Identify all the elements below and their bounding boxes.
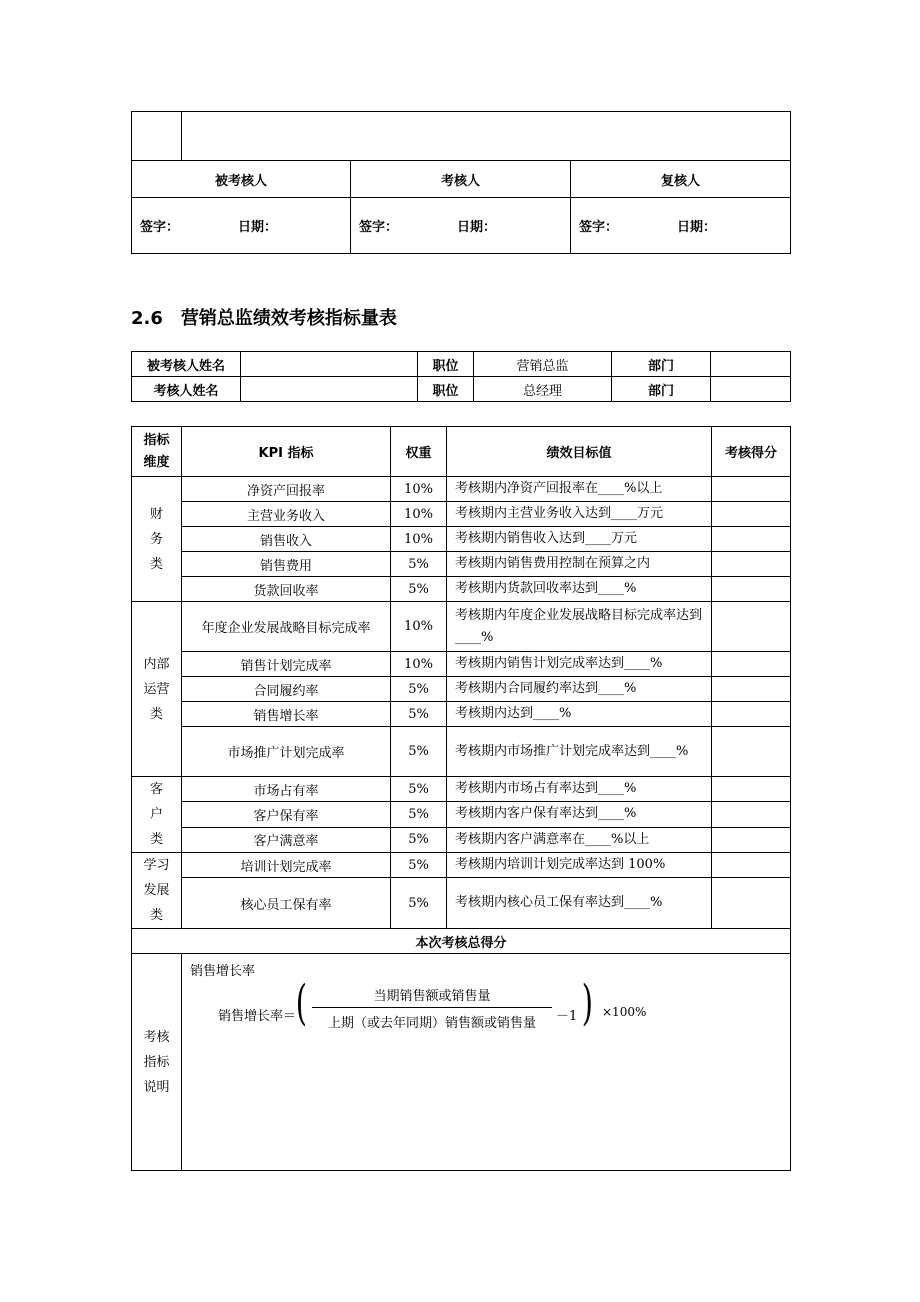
header-score: 考核得分 xyxy=(712,427,791,477)
kpi-target: 考核期内市场占有率达到____% xyxy=(447,777,712,802)
kpi-name: 核心员工保有率 xyxy=(182,878,391,929)
role-assessor: 考核人 xyxy=(351,161,571,198)
kpi-name: 净资产回报率 xyxy=(182,477,391,502)
kpi-score-field[interactable] xyxy=(712,477,791,502)
section-heading xyxy=(131,304,397,330)
explanation-title: 销售增长率 xyxy=(190,964,256,979)
assessee-position-value: 营销总监 xyxy=(474,352,612,377)
kpi-name: 合同履约率 xyxy=(182,677,391,702)
role-reviewer: 复核人 xyxy=(571,161,791,198)
kpi-name: 销售增长率 xyxy=(182,702,391,727)
header-dimension: 指标 维度 xyxy=(132,427,182,477)
kpi-score-field[interactable] xyxy=(712,527,791,552)
kpi-weight: 5% xyxy=(391,777,447,802)
kpi-name: 销售费用 xyxy=(182,552,391,577)
section-number: 2.6 xyxy=(131,308,163,329)
signature-cell-reviewer[interactable] xyxy=(571,198,791,254)
kpi-target: 考核期内净资产回报率在____%以上 xyxy=(447,477,712,502)
left-paren: ( xyxy=(295,975,307,1031)
kpi-name: 客户保有率 xyxy=(182,802,391,827)
kpi-score-field[interactable] xyxy=(712,652,791,677)
kpi-name: 年度企业发展战略目标完成率 xyxy=(182,602,391,652)
kpi-score-field[interactable] xyxy=(712,702,791,727)
assessee-dept-field[interactable] xyxy=(711,352,791,377)
kpi-weight: 5% xyxy=(391,878,447,929)
kpi-score-field[interactable] xyxy=(712,502,791,527)
blank-cell[interactable] xyxy=(182,112,791,161)
dimension-cell: 学习 发展 类 xyxy=(132,853,182,929)
kpi-score-field[interactable] xyxy=(712,853,791,878)
kpi-target: 考核期内销售费用控制在预算之内 xyxy=(447,552,712,577)
kpi-table xyxy=(131,426,791,1171)
kpi-row xyxy=(132,727,791,777)
assessee-name-field[interactable] xyxy=(241,352,418,377)
kpi-weight: 10% xyxy=(391,502,447,527)
kpi-name: 市场占有率 xyxy=(182,777,391,802)
kpi-name: 销售计划完成率 xyxy=(182,652,391,677)
assessor-name-field[interactable] xyxy=(241,377,418,402)
explanation-content xyxy=(182,954,791,1171)
dept-label: 部门 xyxy=(612,352,711,377)
kpi-weight: 10% xyxy=(391,477,447,502)
sign-label: 签字： xyxy=(579,220,619,235)
kpi-row xyxy=(132,652,791,677)
formula-fraction xyxy=(312,985,552,1031)
kpi-target: 考核期内培训计划完成率达到 100% xyxy=(447,853,712,878)
kpi-weight: 5% xyxy=(391,702,447,727)
kpi-weight: 5% xyxy=(391,853,447,878)
kpi-score-field[interactable] xyxy=(712,878,791,929)
date-label: 日期： xyxy=(457,220,497,235)
kpi-name: 市场推广计划完成率 xyxy=(182,727,391,777)
header-kpi: KPI 指标 xyxy=(182,427,391,477)
formula-lhs: 销售增长率＝ xyxy=(218,1009,297,1024)
blank-cell xyxy=(132,112,182,161)
kpi-target: 考核期内主营业务收入达到____万元 xyxy=(447,502,712,527)
formula-numerator: 当期销售额或销售量 xyxy=(312,985,552,1008)
date-label: 日期： xyxy=(677,220,717,235)
kpi-target: 考核期内客户满意率在____%以上 xyxy=(447,827,712,852)
right-paren: ) xyxy=(581,975,593,1031)
explanation-row xyxy=(132,954,791,1171)
kpi-row xyxy=(132,602,791,652)
explanation-label: 考核 指标 说明 xyxy=(132,954,182,1171)
kpi-weight: 5% xyxy=(391,677,447,702)
assessor-position-value: 总经理 xyxy=(474,377,612,402)
kpi-target: 考核期内销售收入达到____万元 xyxy=(447,527,712,552)
header-weight: 权重 xyxy=(391,427,447,477)
formula-minus-one: －1 xyxy=(556,1009,578,1024)
date-label: 日期： xyxy=(238,220,278,235)
kpi-row xyxy=(132,477,791,502)
kpi-name: 销售收入 xyxy=(182,527,391,552)
dimension-cell: 财 务 类 xyxy=(132,477,182,602)
kpi-weight: 10% xyxy=(391,652,447,677)
kpi-row xyxy=(132,702,791,727)
kpi-target: 考核期内客户保有率达到____% xyxy=(447,802,712,827)
kpi-target: 考核期内达到____% xyxy=(447,702,712,727)
kpi-weight: 5% xyxy=(391,727,447,777)
kpi-score-field[interactable] xyxy=(712,577,791,602)
kpi-target: 考核期内合同履约率达到____% xyxy=(447,677,712,702)
dimension-cell: 客 户 类 xyxy=(132,777,182,853)
dept-label: 部门 xyxy=(612,377,711,402)
kpi-weight: 5% xyxy=(391,802,447,827)
kpi-score-field[interactable] xyxy=(712,827,791,852)
kpi-row xyxy=(132,552,791,577)
dimension-cell: 内部 运营 类 xyxy=(132,602,182,777)
kpi-weight: 10% xyxy=(391,602,447,652)
kpi-row xyxy=(132,502,791,527)
signature-cell-assessee[interactable] xyxy=(132,198,351,254)
kpi-row xyxy=(132,577,791,602)
info-table xyxy=(131,351,791,402)
assessor-dept-field[interactable] xyxy=(711,377,791,402)
kpi-target: 考核期内货款回收率达到____% xyxy=(447,577,712,602)
kpi-name: 主营业务收入 xyxy=(182,502,391,527)
kpi-name: 客户满意率 xyxy=(182,827,391,852)
kpi-weight: 5% xyxy=(391,552,447,577)
kpi-row xyxy=(132,878,791,929)
formula-denominator: 上期（或去年同期）销售额或销售量 xyxy=(327,1016,536,1031)
role-assessee: 被考核人 xyxy=(132,161,351,198)
signoff-table xyxy=(131,111,791,254)
kpi-target: 考核期内核心员工保有率达到____% xyxy=(447,878,712,929)
kpi-row xyxy=(132,677,791,702)
kpi-weight: 5% xyxy=(391,577,447,602)
kpi-target: 考核期内市场推广计划完成率达到____% xyxy=(447,727,712,777)
kpi-score-field[interactable] xyxy=(712,802,791,827)
header-target: 绩效目标值 xyxy=(447,427,712,477)
kpi-score-field[interactable] xyxy=(712,777,791,802)
kpi-score-field[interactable] xyxy=(712,602,791,652)
total-row xyxy=(132,929,791,954)
kpi-weight: 5% xyxy=(391,827,447,852)
kpi-target: 考核期内年度企业发展战略目标完成率达到____% xyxy=(447,602,712,652)
position-label: 职位 xyxy=(418,352,474,377)
kpi-score-field[interactable] xyxy=(712,727,791,777)
position-label: 职位 xyxy=(418,377,474,402)
kpi-score-field[interactable] xyxy=(712,677,791,702)
kpi-name: 货款回收率 xyxy=(182,577,391,602)
kpi-weight: 10% xyxy=(391,527,447,552)
kpi-row xyxy=(132,853,791,878)
kpi-name: 培训计划完成率 xyxy=(182,853,391,878)
sign-label: 签字： xyxy=(140,220,180,235)
assessee-name-label: 被考核人姓名 xyxy=(132,352,241,377)
kpi-row xyxy=(132,777,791,802)
total-score-label: 本次考核总得分 xyxy=(132,929,791,954)
section-title: 营销总监绩效考核指标量表 xyxy=(180,308,397,329)
sign-label: 签字： xyxy=(359,220,399,235)
kpi-row xyxy=(132,827,791,852)
kpi-row xyxy=(132,802,791,827)
signature-cell-assessor[interactable] xyxy=(351,198,571,254)
formula-times-100: ×100% xyxy=(602,1005,647,1019)
growth-rate-formula xyxy=(182,975,790,1059)
kpi-target: 考核期内销售计划完成率达到____% xyxy=(447,652,712,677)
assessor-name-label: 考核人姓名 xyxy=(132,377,241,402)
kpi-row xyxy=(132,527,791,552)
kpi-score-field[interactable] xyxy=(712,552,791,577)
